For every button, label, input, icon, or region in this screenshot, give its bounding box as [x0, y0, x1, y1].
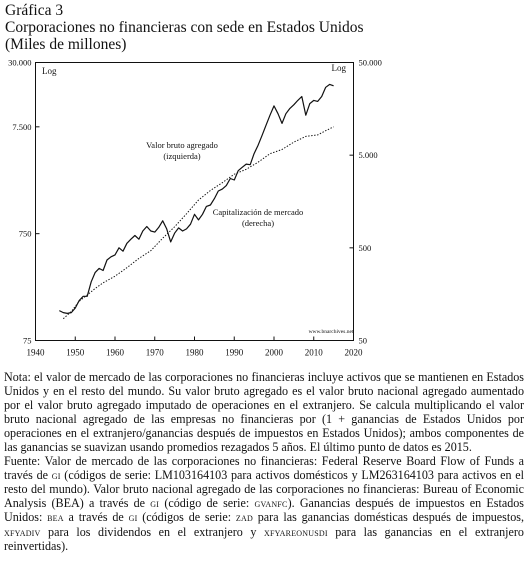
fuente-text-2: (códigos de serie: LM103164103 para activos domésticos y LM263164103 para activos en el resto del mundo). Valor bruto nacional agregado de las corporaciones no financieras: Bureau of Economic Analysis (BEA) a través de [4, 468, 525, 511]
gvanfc-code: gvanfc [254, 496, 288, 511]
right-tick-label: 5.000 [358, 150, 378, 161]
series-group [59, 84, 333, 318]
x-tick-label: 1980 [185, 347, 204, 358]
left-tick-label: 30.000 [8, 57, 32, 68]
chart-title: Corporaciones no financieras con sede en Estados Unidos [5, 19, 364, 36]
notes-block [4, 370, 524, 553]
fuente-text-8: para los dividendos en el extranjero y [40, 524, 264, 539]
left-tick-label: 7.500 [12, 121, 32, 132]
fuente-text-4: ). Ganancias después de impuestos en Estados Unidos: [4, 496, 524, 525]
annotation-cap-line1: Capitalización de mercado [212, 207, 304, 217]
fuente-label: Fuente: [4, 454, 41, 469]
left-tick-label: 75 [23, 335, 32, 346]
fuente-text-9: para las ganancias en el extranjero reinvertidas). [4, 524, 524, 553]
plot-frame [36, 63, 354, 341]
source-watermark: www.bnarchives.net [308, 329, 354, 335]
left-log-label: Log [42, 66, 57, 76]
chart-number-label: Gráfica 3 [5, 2, 64, 19]
fuente-text-6: (códigos de serie: [137, 510, 236, 525]
annotation-cap-line2: (derecha) [241, 218, 275, 228]
chart-header [5, 2, 523, 53]
chart-subtitle: (Miles de millones) [5, 36, 127, 53]
annotation-gva-line1: Valor bruto agregado [146, 140, 218, 150]
fuente-text-3: (código de serie: [159, 496, 255, 511]
gi-code-2: gi [150, 496, 160, 511]
x-tick-label: 2010 [304, 347, 323, 358]
x-tick-label: 2000 [265, 347, 283, 358]
x-tick-label: 1990 [225, 347, 244, 358]
gi-code-3: gi [128, 510, 138, 525]
series-line-capitalizacion [59, 84, 333, 313]
fuente-text-5: a través de [63, 510, 129, 525]
xfyadiv-code: xfyadiv [4, 524, 41, 539]
fuente-text-7: para las ganancias domésticas después de impuestos, [252, 510, 524, 525]
x-tick-label: 1940 [26, 347, 45, 358]
xfyareonusdi-code: xfyareonusdi [263, 524, 328, 539]
chart-svg [0, 55, 528, 367]
x-tick-label: 1970 [145, 347, 164, 358]
x-tick-label: 1950 [66, 347, 85, 358]
bea-code: bea [47, 510, 64, 525]
left-tick-label: 750 [18, 228, 32, 239]
x-tick-label: 2020 [344, 347, 363, 358]
nota-label: Nota: [4, 370, 31, 384]
right-tick-label: 50 [358, 335, 367, 346]
right-tick-label: 500 [358, 242, 372, 253]
nota-paragraph [4, 370, 524, 454]
fuente-paragraph [4, 454, 524, 552]
annotation-gva-line2: (izquierda) [163, 151, 201, 161]
x-tick-label: 1960 [106, 347, 124, 358]
nota-text: el valor de mercado de las corporaciones no financieras incluye activos que se mantienen en Estados Unidos y en el resto del mundo. Su valor bruto agregado es el valor bruto nacional agregado aumentado por el valor bruto agregado imputado de operaciones en el extranjero. Se calcula multiplicando el valor bruto nacional agregado de las empresas no financieras por (1 + ganancias de Estados Unidos por operaciones en el extranjero/ganancias después de impuestos en Estados Unidos); ambos componentes de las ganancias se suavizan usando promedios rezagados 5 años. El último punto de datos es 2015. [4, 370, 524, 455]
fuente-text-1: Valor de mercado de las corporaciones no financieras: Federal Reserve Board Flow of Funds a través de [4, 454, 524, 483]
right-tick-label: 50.000 [358, 57, 382, 68]
gi-code-1: gi [51, 468, 61, 483]
zad-code: zad [235, 510, 253, 525]
right-log-label: Log [331, 63, 346, 73]
